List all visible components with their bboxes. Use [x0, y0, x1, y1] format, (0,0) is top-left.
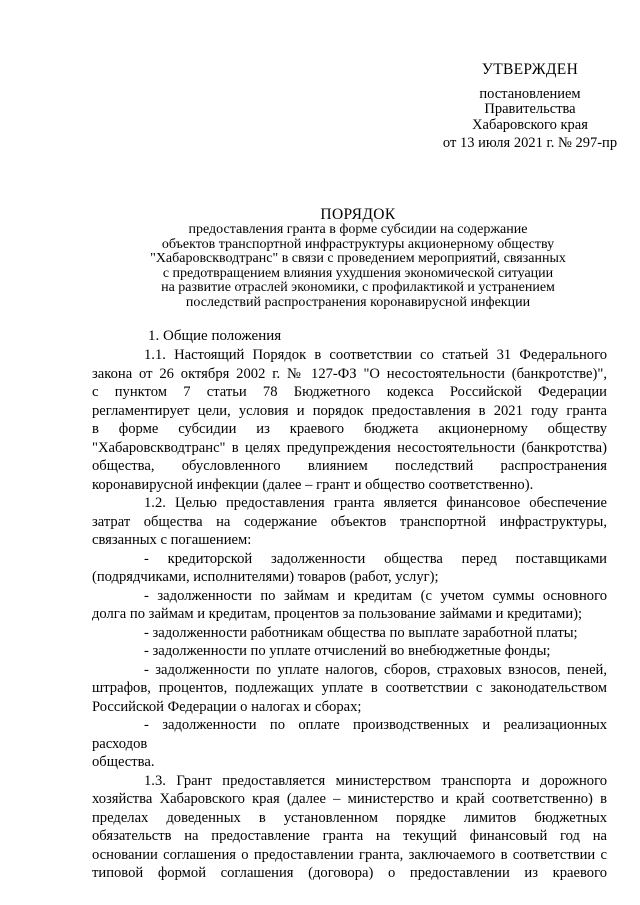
- document-body: [92, 346, 607, 883]
- body-line: Российской Федерации о налогах и сборах;: [92, 698, 362, 715]
- body-line: - задолженности по уплате отчислений во внебюджетные фонды;: [144, 643, 551, 659]
- body-line: - задолженности работникам общества по выплате заработной платы;: [144, 624, 578, 641]
- section-heading: 1. Общие положения: [148, 328, 282, 344]
- subtitle-line: последствий распространения коронавирусной инфекции: [185, 294, 531, 310]
- body-line: - задолженности по оплате производственных и реализационных расходов: [92, 717, 607, 752]
- document-subtitle: [0, 223, 640, 311]
- body-line: "Хабаровскводтранс" в целях предупреждения несостоятельности (банкротства): [92, 439, 607, 456]
- approval-line-2: Правительства: [484, 101, 576, 117]
- document-title: ПОРЯДОК: [320, 206, 396, 223]
- body-line: 1.1. Настоящий Порядок в соответствии со статьей 31 Федерального: [144, 347, 607, 363]
- body-line: штрафов, процентов, подлежащих уплате в соответствии с законодательством: [92, 680, 607, 696]
- body-line: - задолженности по уплате налогов, сборов, страховых взносов, пеней,: [144, 661, 607, 678]
- body-line: закона от 26 октября 2002 г. № 127-ФЗ "О несостоятельности (банкротстве)",: [92, 365, 607, 382]
- body-line: (подрядчиками, исполнителями) товаров (работ, услуг);: [92, 569, 439, 585]
- body-line: - кредиторской задолженности общества перед поставщиками: [144, 550, 607, 567]
- body-line: обязательств на предоставление гранта на текущий финансовый год на: [92, 828, 607, 844]
- subtitle-line: на развитие отраслей экономики, с профилактикой и устранением: [161, 280, 555, 296]
- body-line: связанных с погашением:: [92, 532, 252, 548]
- body-line: долга по займам и кредитам, процентов за пользование займами и кредитами);: [92, 606, 583, 622]
- approval-line-3: Хабаровского края: [472, 116, 588, 133]
- body-line: пределах доведенных в установленном порядке лимитов бюджетных: [92, 809, 607, 826]
- body-line: в форме субсидии из краевого бюджета акционерному обществу: [92, 421, 607, 437]
- body-line: 1.2. Целью предоставления гранта является финансовое обеспечение: [144, 495, 607, 511]
- subtitle-line: с предотвращением влияния ухудшения экономической ситуации: [162, 265, 554, 281]
- body-line: 1.3. Грант предоставляется министерством транспорта и дорожного: [144, 772, 607, 789]
- body-line: хозяйства Хабаровского края (далее – министерство и край соответственно) в: [92, 791, 607, 807]
- subtitle-line: объектов транспортной инфраструктуры акционерному обществу: [161, 236, 555, 252]
- subtitle-line: "Хабаровскводтранс" в связи с проведением мероприятий, связанных: [150, 251, 566, 267]
- body-line: типовой формой соглашения (договора) о предоставлении из краевого: [92, 865, 607, 881]
- subtitle-line: предоставления гранта в форме субсидии на содержание: [188, 222, 528, 237]
- approval-block: [440, 62, 620, 152]
- body-line: общества, обусловленного влиянием последствий распространения: [92, 458, 607, 474]
- body-line: регламентирует цели, условия и порядок предоставления в 2021 году гранта: [92, 402, 607, 419]
- body-line: основании соглашения о предоставлении гранта, заключаемого в соответствии с: [92, 846, 607, 863]
- body-line: - задолженности по займам и кредитам (с учетом суммы основного: [144, 587, 607, 604]
- body-line: коронавирусной инфекции (далее – грант и общество соответственно).: [92, 476, 534, 493]
- approval-heading: УТВЕРЖДЕН: [481, 61, 579, 78]
- approval-date: от 13 июля 2021 г. № 297-пр: [442, 135, 618, 151]
- approval-line-1: постановлением: [479, 85, 581, 102]
- body-line: с пунктом 7 статьи 78 Бюджетного кодекса Российской Федерации: [92, 384, 607, 400]
- body-line: общества.: [92, 754, 155, 770]
- body-line: затрат общества на содержание объектов транспортной инфраструктуры,: [92, 513, 607, 530]
